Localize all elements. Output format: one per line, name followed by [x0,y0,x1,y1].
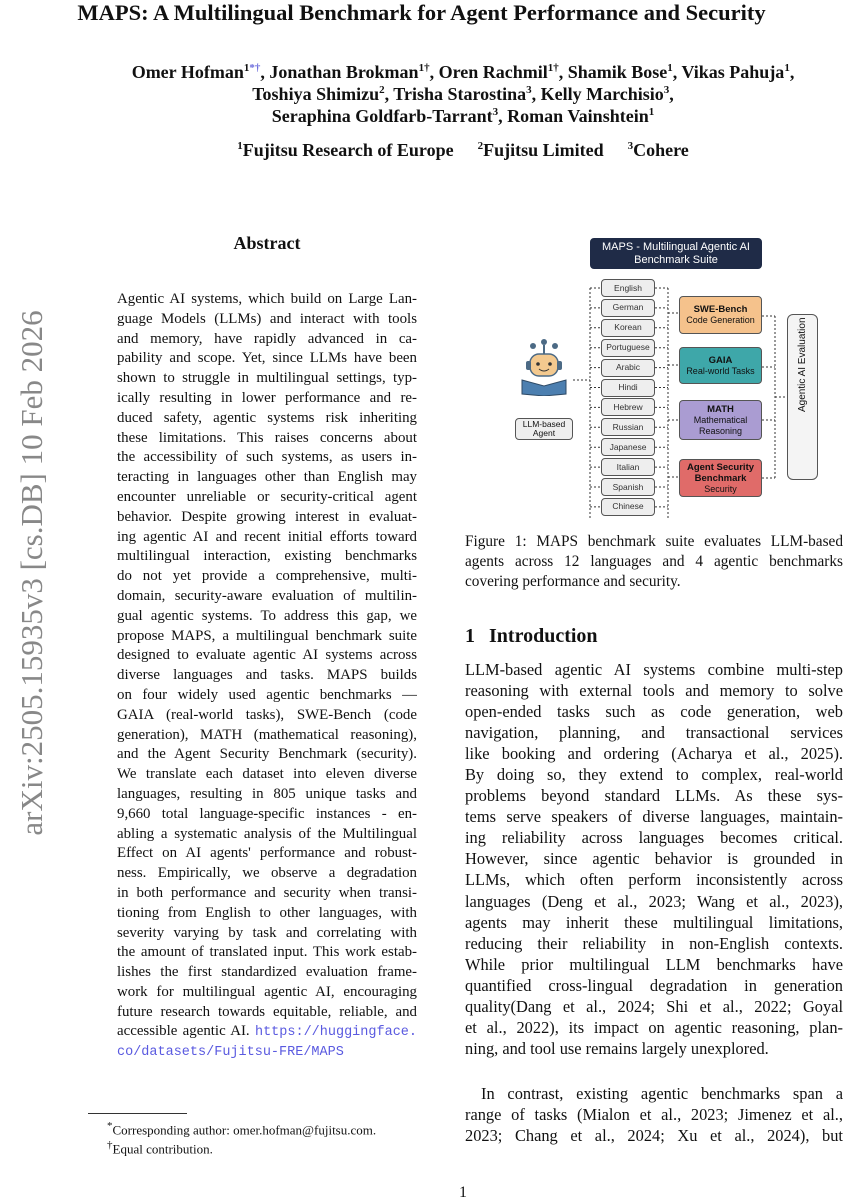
intro-line: et al., 2022), its impact on agentic reasoning, plan- [465,1017,843,1037]
intro-line: navigation, planning, and transactional services [465,723,843,743]
author-affiliation-mark: 1 [784,62,790,74]
author-name: Vikas Pahuja [681,62,785,82]
affiliation [478,140,604,160]
abstract-line: We translate each dataset into eleven diverse [117,766,417,783]
page-number: 1 [459,1184,467,1200]
arxiv-identifier[interactable]: arXiv:2505.15935v3 [cs.DB] 10 Feb 2026 [14,310,49,836]
abstract-line: on four widely used agentic benchmarks — [117,686,417,703]
intro-line: ning, and tool use remains largely unexplored. [465,1038,769,1058]
abstract-line: domain, security-aware evaluation of multilin- [117,587,417,604]
abstract-heading: Abstract [233,233,301,253]
intro-line: tems serve speakers of diverse languages, maintain- [465,807,843,827]
intro-line: languages (Deng et al., 2023; Wang et al., 2023), [465,891,843,911]
author-name: Trisha Starostina [393,84,527,104]
figure-header: MAPS - Multilingual Agentic AI Benchmark Suite [590,238,762,269]
author-name: Roman Vainshtein [507,106,649,126]
footnote [107,1120,376,1138]
caption-line: Figure 1: MAPS benchmark suite evaluates LLM-based [465,533,843,550]
intro-line: problems beyond standard LLMs. As these sys- [465,786,843,806]
abstract-line: ing agentic AI and recent initial efforts toward [117,528,417,545]
intro-line: reducing their reliability in non-English contexts. [465,933,843,953]
abstract-line: tioning from English to other languages, with [117,904,417,921]
language-box: Italian [601,458,655,476]
abstract-line: and the Agent Security Benchmark (security). [117,746,417,763]
agent-label: LLM-based Agent [515,418,573,440]
abstract-line [117,1042,417,1062]
section-title: Introduction [489,625,598,647]
author-affiliation-mark: 1 [243,62,250,74]
abstract-line: in both performance and security when transi- [117,884,417,901]
footnote-text: Corresponding author: omer.hofman@fujitsu.com. [112,1122,377,1138]
section-heading [465,625,612,648]
benchmark-description: Code Generation [686,315,755,325]
intro-line: In contrast, existing agentic benchmarks span a [481,1083,843,1103]
abstract-line: these limitations. This raises concerns about [117,429,417,446]
abstract-line [117,1022,417,1042]
language-box: Japanese [601,438,655,456]
abstract-line: gual agentic systems. To address this gap, we [117,607,417,624]
abstract-line: the accessibility of such systems, as users in- [117,449,417,466]
figure-caption [465,532,843,592]
robot-agent-icon [518,336,570,396]
caption-line: agents across 12 languages and 4 agentic benchmarks [465,553,843,570]
affiliation-mark: 2 [477,140,484,152]
figure-1 [490,230,830,530]
intro-line: While prior multilingual LLM benchmarks have [465,954,843,974]
author-affiliation-mark: 2 [379,84,385,96]
abstract-line: work for multilingual agentic AI, encouraging [117,983,417,1000]
author-footnote-mark[interactable]: *† [249,62,261,74]
benchmark-name: SWE-Bench [693,304,748,315]
footnote-text: Equal contribution. [112,1141,213,1157]
abstract-line: ness. Empirically, we observe a degradation [117,865,417,882]
author-affiliation-mark: 1 [648,106,655,118]
benchmark-box [679,296,762,334]
intro-line: quantified cross-lingual degradation in generation [465,975,843,995]
footnote-mark: * [107,1120,113,1132]
affiliation-name: Fujitsu Limited [483,140,604,160]
abstract-line: propose MAPS, a multilingual benchmark suite [117,627,417,644]
abstract-line: the amount of translated input. This work estab- [117,944,417,961]
footnote [107,1139,213,1157]
language-box: Russian [601,418,655,436]
abstract-line: future research towards equitable, reliable, and [117,1003,417,1020]
affiliation [237,140,453,160]
language-box: Hebrew [601,398,655,416]
intro-line: range of tasks (Mialon et al., 2023; Jimenez et al., [465,1104,843,1124]
intro-line: quality(Dang et al., 2024; Shi et al., 2022; Goyal [465,996,843,1016]
abstract-line: ically resulting in lower performance and re- [117,389,417,406]
intro-line: However, since agentic behavior is grounded in [465,849,843,869]
author-name: Oren Rachmil [438,62,548,82]
abstract-line: behavior. Despite growing interest in evaluat- [117,508,417,525]
author-line: Toshiya Shimizu$^2$, Trisha Starostina$^3$, Kelly Marchisio$^3$, [252,84,674,104]
affiliation-mark: 1 [237,140,243,152]
author-name: Kelly Marchisio [540,84,664,104]
language-box: Arabic [601,359,655,377]
abstract-line: GAIA (real-world tasks), SWE-Bench (code [117,706,417,723]
paper-title: MAPS: A Multilingual Benchmark for Agent Performance and Security [77,0,766,25]
author-affiliation-mark: 3 [492,106,499,118]
abstract-line: languages, resulting in 805 unique tasks and [117,785,417,802]
intro-line: By doing so, they extend to complex, real-world [465,765,843,785]
language-box: Chinese [601,498,655,516]
affiliation [628,140,689,160]
introduction-body [465,659,843,1146]
language-box: Korean [601,319,655,337]
section-number: 1 [465,625,475,647]
abstract-line: Agentic AI systems, which build on Large Lan- [117,291,417,307]
benchmark-description: Security [704,483,737,494]
author-name: Omer Hofman [131,62,244,82]
caption-line: covering performance and security. [465,573,681,590]
abstract-line: lishes the first standardized evaluation frame- [117,964,417,981]
benchmark-description: Mathematical Reasoning [693,414,748,436]
affiliation-name: Fujitsu Research of Europe [242,140,454,160]
benchmark-name: MATH [707,403,734,415]
author-affiliation-mark: 1† [418,62,430,74]
dataset-link[interactable]: co/datasets/Fujitsu-FRE/MAPS [117,1045,344,1061]
affiliations [60,140,843,161]
paragraph-gap [465,1059,843,1083]
abstract-line: generation), MATH (mathematical reasoning), [117,726,417,743]
language-box: German [601,299,655,317]
author-name: Shamik Bose [567,62,668,82]
benchmark-description: Real-world Tasks [686,365,755,376]
abstract-line: severity varying by task and correlating with [117,924,417,941]
abstract-line: duced safety, agentic systems risk inheriting [117,409,417,426]
abstract-line: and memory, have rapidly advanced in ca- [117,330,417,347]
benchmark-name: Agent Security Benchmark [686,461,755,484]
abstract-line: pability and scope. Yet, since LLMs have been [117,350,417,367]
author-affiliation-mark: 3 [526,84,532,96]
abstract-line: guage Models (LLMs) and interact with tools [117,310,417,327]
affiliation-name: Cohere [633,140,689,160]
footnote-rule [88,1113,187,1114]
abstract-line: encounter unreliable or security-critical agent [117,488,417,505]
author-affiliation-mark: 1† [547,62,559,74]
abstract-line: designed to evaluate agentic AI systems across [117,647,417,664]
author-affiliation-mark: 1 [667,62,673,74]
abstract-body [117,290,417,1062]
abstract-line: teracting in languages other than English may [117,469,417,486]
language-box: Spanish [601,478,655,496]
intro-line: reasoning with external tools and memory to solve [465,681,843,701]
evaluation-label: Agentic AI Evaluation [797,316,808,412]
abstract-line: Effect on AI agents' performance and robust- [117,845,417,862]
footnote-mark: † [107,1139,113,1151]
language-box: English [601,279,655,297]
abstract-line: multilingual interaction, existing benchmarks [117,548,417,565]
author-name: Toshiya Shimizu [252,84,380,104]
benchmark-box [679,347,762,384]
intro-line: LLMs, which often perform inconsistently across [465,870,843,890]
abstract-line: shown to struggle in multilingual settings, typ- [117,370,417,387]
abstract-line: do not yet provide a comprehensive, multi- [117,568,417,585]
intro-line: agents may inherit these multilingual limitations, [465,912,843,932]
author-line: Omer Hofman$^{1*\dagger}$, Jonathan Brokman$^{1\dagger}$, Oren Rachmil$^{1\dagger}$, Shamik Bose$^1$, Vikas Pahuja$^1$, [131,62,795,82]
intro-line: 2023; Chang et al., 2024; Xu et al., 2024), but [465,1125,843,1145]
benchmark-box [679,459,762,497]
affiliation-mark: 3 [627,140,634,152]
abstract-text: accessible agentic AI. [117,1023,255,1040]
evaluation-box [787,314,818,480]
author-name: Jonathan Brokman [269,62,419,82]
benchmark-box [679,400,762,440]
benchmark-name: GAIA [708,354,733,366]
author-line: Seraphina Goldfarb-Tarrant$^3$, Roman Vainshtein$^1$ [271,106,655,126]
author-name: Seraphina Goldfarb-Tarrant [271,106,493,126]
author-affiliation-mark: 3 [663,84,670,96]
intro-line: ing reliability across languages becomes critical. [465,828,843,848]
dataset-link[interactable]: https://huggingface. [254,1025,417,1041]
abstract-line: diverse languages and tasks. MAPS builds [117,667,417,684]
abstract-line: 9,660 total language-specific instances - en- [117,805,417,822]
language-box: Portuguese [601,339,655,357]
abstract-line: abling a systematic analysis of the Multilingual [117,825,417,842]
intro-line: open-ended tasks such as code generation, web [465,702,843,722]
intro-line: like booking and ordering (Acharya et al., 2025). [465,744,843,764]
intro-line: LLM-based agentic AI systems combine multi-step [465,660,843,679]
language-box: Hindi [601,379,655,397]
